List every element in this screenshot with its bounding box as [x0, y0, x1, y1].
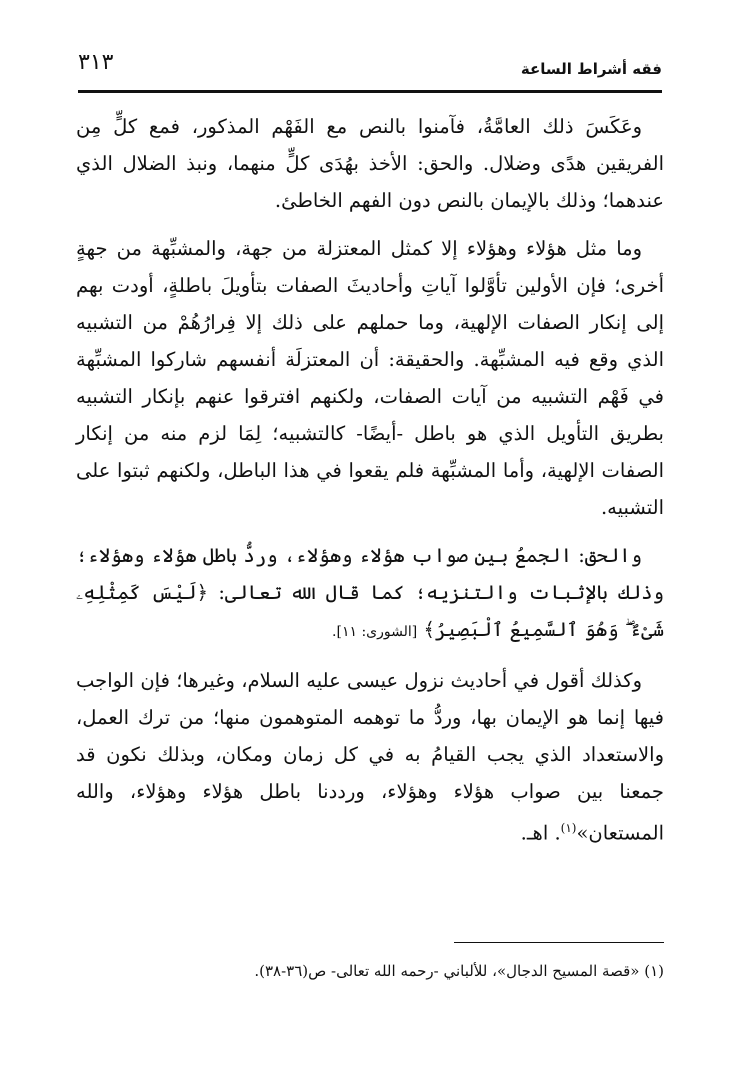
paragraph-3 — [76, 537, 664, 651]
paragraph-4-ending: . اهـ. — [520, 821, 561, 845]
paragraph-4-text: وكذلك أقول في أحاديث نزول عيسى عليه السلام، وغيرها؛ فإن الواجب فيها إنما هو الإيمان بها، وردُّ ما توهمه المتوهمون منها؛ من ترك العمل، والاستعداد الذي يجب القيامُ به في كل زمان ومكان، وبذلك نكون قد جمعنا بين صواب هؤلاء وهؤلاء، ورددنا باطل هؤلاء وهؤلاء، والله المستعان» — [76, 669, 664, 845]
verse-source: [الشورى: ١١]. — [332, 624, 418, 640]
paragraph-1: وعَكَسَ ذلك العامَّةُ، فآمنوا بالنص مع الفَهْم المذكور، فمع كلٍّ مِن الفريقين هدًى وضلال. والحق: الأخذ بهُدَى كلٍّ منهما، ونبذ الضلال الذي عندهما؛ وذلك بالإيمان بالنص دون الفهم الخاطئ. — [76, 115, 664, 212]
page-header — [78, 50, 662, 93]
footnote: (١) «قصة المسيح الدجال»، للألباني -رحمه الله تعالى- ص(٣٦-٣٨). — [254, 962, 664, 980]
footnote-ref: (١) — [560, 821, 577, 835]
paragraph-2: وما مثل هؤلاء وهؤلاء إلا كمثل المعتزلة من جهة، والمشبِّهة من جهةٍ أخرى؛ فإن الأولين تأوَّلوا آياتِ وأحاديثَ الصفات بتأويلَ باطلةٍ، أودت بهم إلى إنكار الصفات الإلهية، وما حملهم على ذلك إلا فِرارُهُمْ من التشبيه الذي وقع فيه المشبِّهة. والحقيقة: أن المعتزلَة أنفسهم شاركوا المشبِّهة في فَهْم التشبيه من آيات الصفات، ولكنهم افترقوا عنهم بإنكار التشبيه بطريق التأويل الذي هو باطل -أيضًا- كالتشبيه؛ لِمَا لزم منه من إنكار الصفات الإلهية، وأما المشبِّهة فلم يقعوا في هذا الباطل، ولكنهم ثبتوا على التشبيه. — [76, 237, 664, 519]
paragraph-4 — [76, 662, 664, 852]
quran-verse: ﴿لَيْسَ كَمِثْلِهِۦ شَىْءٌ ۖ وَهُوَ ٱلسَّمِيعُ ٱلْبَصِيرُ﴾ — [76, 581, 664, 641]
footnote-divider — [454, 942, 664, 943]
running-title: فقه أشراط الساعة — [520, 60, 662, 78]
paragraph-3-text: والحق: الجمعُ بين صواب هؤلاء وهؤلاء، وردُّ باطل هؤلاء وهؤلاء؛ وذلك بالإثبات والتنزيه؛ كما قال الله تعالى: — [76, 544, 665, 604]
main-text — [76, 108, 664, 863]
page-number: ٣١٣ — [78, 50, 114, 75]
